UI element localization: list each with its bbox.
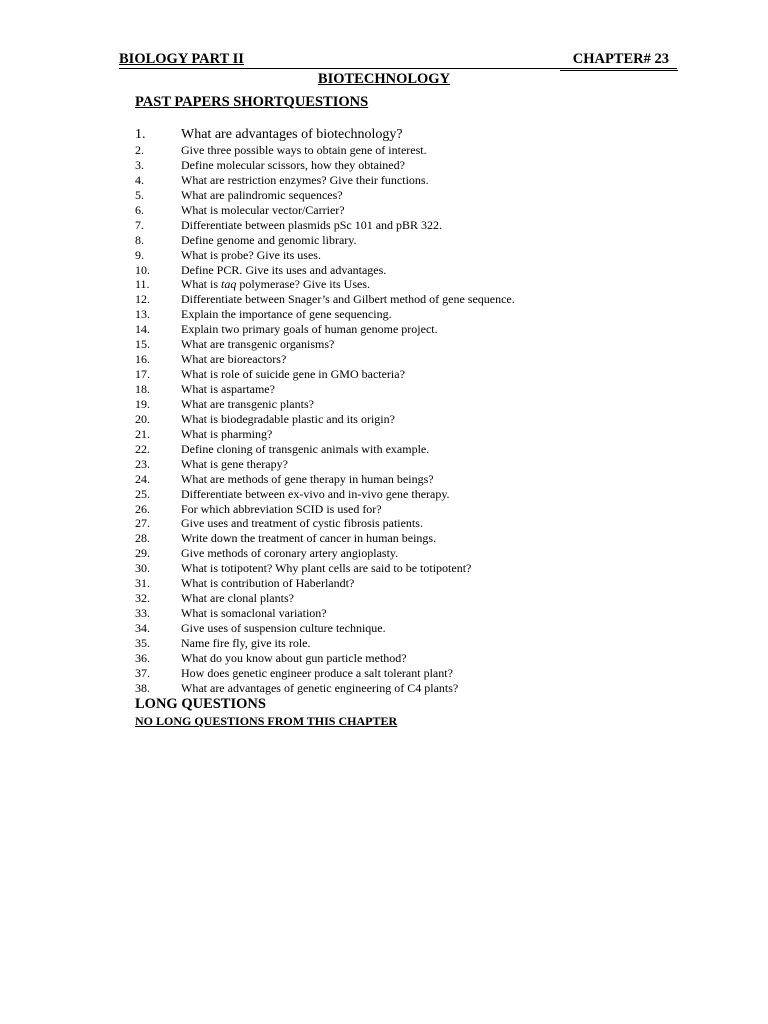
question-text: What are transgenic organisms? <box>181 337 335 352</box>
question-item <box>135 397 695 412</box>
question-number: 18. <box>135 382 150 396</box>
question-text: What is molecular vector/Carrier? <box>181 202 345 217</box>
question-item <box>135 516 695 531</box>
question-number: 3. <box>135 157 144 172</box>
question-item <box>135 487 695 502</box>
question-text: What is gene therapy? <box>181 456 288 471</box>
question-item <box>135 218 695 233</box>
question-number: 23. <box>135 456 150 471</box>
question-item <box>135 531 695 546</box>
question-text: What is somaclonal variation? <box>181 606 327 621</box>
question-text <box>181 277 370 292</box>
question-text-italic: taq <box>221 277 237 292</box>
question-text: For which abbreviation SCID is used for? <box>181 501 382 516</box>
question-number: 28. <box>135 531 150 546</box>
question-text: What are advantages of genetic engineering of C4 plants? <box>181 680 459 695</box>
question-number: 22. <box>135 441 150 456</box>
question-number: 7. <box>135 217 144 232</box>
question-item <box>135 248 695 263</box>
question-number: 29. <box>135 546 150 561</box>
question-item <box>135 233 695 248</box>
question-item <box>135 636 695 651</box>
question-item <box>135 621 695 636</box>
question-item <box>135 292 695 307</box>
question-text: Differentiate between ex-vivo and in-vivo gene therapy. <box>181 486 450 501</box>
question-text: Write down the treatment of cancer in human beings. <box>181 531 437 546</box>
question-number: 34. <box>135 621 150 635</box>
question-number: 10. <box>135 262 150 277</box>
question-number: 36. <box>135 650 150 665</box>
question-item <box>135 277 695 292</box>
question-item <box>135 666 695 681</box>
question-item <box>135 472 695 487</box>
question-number: 15. <box>135 337 150 352</box>
question-number: 32. <box>135 591 150 606</box>
chapter-number: CHAPTER# 23 <box>572 51 669 67</box>
short-questions-heading: PAST PAPERS SHORTQUESTIONS <box>135 94 369 110</box>
question-number: 1. <box>135 127 146 142</box>
question-item <box>135 681 695 696</box>
question-item <box>135 352 695 367</box>
question-item <box>135 173 695 188</box>
question-number: 27. <box>135 516 150 531</box>
question-item <box>135 203 695 218</box>
question-text: What is totipotent? Why plant cells are said to be totipotent? <box>181 561 472 576</box>
question-text: Give uses of suspension culture technique. <box>181 621 386 635</box>
subject-title: BIOLOGY PART II <box>119 51 244 67</box>
question-item <box>135 412 695 427</box>
question-item <box>135 561 695 576</box>
question-item <box>135 651 695 666</box>
question-number: 33. <box>135 606 150 621</box>
question-text: Give uses and treatment of cystic fibrosis patients. <box>181 516 423 531</box>
question-item <box>135 457 695 472</box>
question-text: What is probe? Give its uses. <box>181 247 321 262</box>
question-number: 19. <box>135 396 150 411</box>
question-text: Define PCR. Give its uses and advantages. <box>181 262 387 277</box>
question-item <box>135 158 695 173</box>
question-text: What are restriction enzymes? Give their functions. <box>181 172 429 187</box>
question-item <box>135 126 695 143</box>
question-text: What is pharming? <box>181 426 273 441</box>
question-text: What do you know about gun particle method? <box>181 650 407 665</box>
chapter-title-text: BIOTECHNOLOGY <box>317 71 451 87</box>
question-text-part: polymerase? Give its Uses. <box>236 277 370 292</box>
question-text: What are palindromic sequences? <box>181 187 343 202</box>
question-text: Define genome and genomic library. <box>181 232 357 247</box>
question-item <box>135 427 695 442</box>
question-number: 9. <box>135 247 144 262</box>
question-number: 30. <box>135 561 150 576</box>
question-text-part: What is <box>181 277 221 292</box>
question-text: Name fire fly, give its role. <box>181 635 311 650</box>
short-questions-list <box>135 126 695 696</box>
question-number: 4. <box>135 172 144 187</box>
question-text: Give methods of coronary artery angioplasty. <box>181 546 399 561</box>
question-number: 17. <box>135 367 150 382</box>
question-text: Explain the importance of gene sequencing. <box>181 307 392 322</box>
question-text: What are bioreactors? <box>181 352 287 367</box>
question-item <box>135 307 695 322</box>
question-number: 6. <box>135 202 144 217</box>
question-number: 16. <box>135 352 150 367</box>
question-text: What is aspartame? <box>181 382 275 396</box>
question-text: What are transgenic plants? <box>181 396 314 411</box>
question-text: What is biodegradable plastic and its origin? <box>181 411 395 426</box>
question-item <box>135 502 695 517</box>
question-text: What is contribution of Haberlandt? <box>181 576 355 591</box>
question-text: Differentiate between plasmids pSc 101 and pBR 322. <box>181 217 443 232</box>
question-item <box>135 322 695 337</box>
question-item <box>135 546 695 561</box>
question-number: 26. <box>135 501 150 516</box>
question-text: What are clonal plants? <box>181 591 294 606</box>
question-number: 24. <box>135 471 150 486</box>
question-number: 14. <box>135 322 150 337</box>
question-number: 31. <box>135 576 150 591</box>
question-number: 13. <box>135 307 150 322</box>
question-number: 20. <box>135 411 150 426</box>
long-questions-heading: LONG QUESTIONS <box>135 696 266 712</box>
question-item <box>135 382 695 397</box>
question-item <box>135 263 695 278</box>
question-text: Explain two primary goals of human genome project. <box>181 322 438 337</box>
question-number: 37. <box>135 665 150 680</box>
question-text: Define molecular scissors, how they obtained? <box>181 157 405 172</box>
question-item <box>135 606 695 621</box>
question-number: 5. <box>135 187 144 202</box>
question-number: 8. <box>135 232 144 247</box>
question-number: 2. <box>135 143 144 157</box>
page-header <box>119 51 677 69</box>
question-text: Give three possible ways to obtain gene of interest. <box>181 143 427 157</box>
question-text: Differentiate between Snager’s and Gilbert method of gene sequence. <box>181 292 515 307</box>
question-item <box>135 188 695 203</box>
question-number: 35. <box>135 635 150 650</box>
question-item <box>135 591 695 606</box>
question-number: 38. <box>135 680 150 695</box>
question-item <box>135 442 695 457</box>
question-text: Define cloning of transgenic animals with example. <box>181 441 430 456</box>
question-number: 12. <box>135 292 150 307</box>
question-text: How does genetic engineer produce a salt tolerant plant? <box>181 665 453 680</box>
question-number: 21. <box>135 426 150 441</box>
question-item <box>135 143 695 158</box>
question-item <box>135 367 695 382</box>
chapter-title <box>0 71 768 88</box>
question-number: 25. <box>135 486 150 501</box>
long-questions-note: NO LONG QUESTIONS FROM THIS CHAPTER <box>135 714 398 728</box>
question-text: What are methods of gene therapy in human beings? <box>181 471 434 486</box>
question-item <box>135 337 695 352</box>
question-item <box>135 576 695 591</box>
question-text: What is role of suicide gene in GMO bacteria? <box>181 367 405 382</box>
question-number: 11. <box>135 277 150 292</box>
question-text: What are advantages of biotechnology? <box>181 127 403 142</box>
